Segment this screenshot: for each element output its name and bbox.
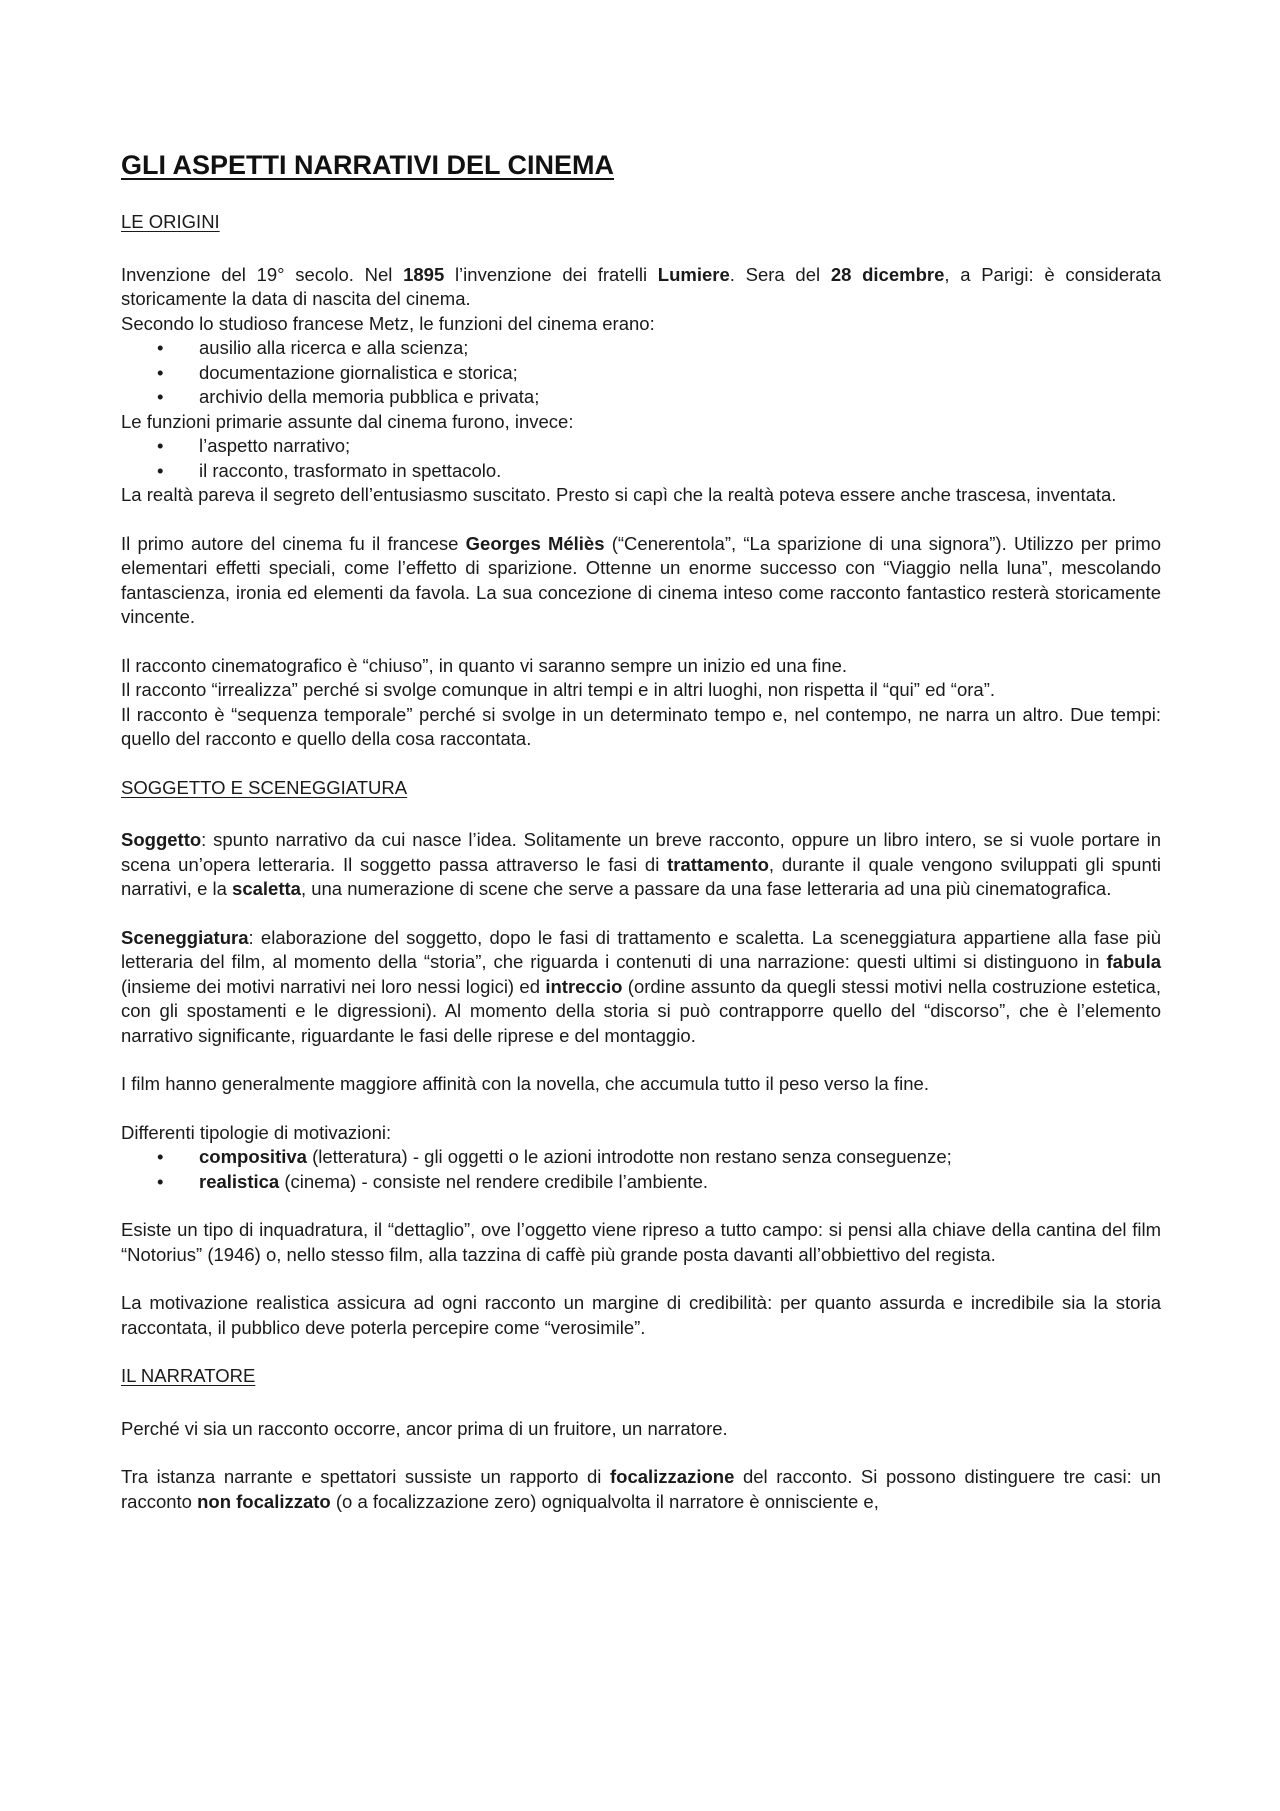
list-item: • compositiva (letteratura) - gli oggetti o le azioni introdotte non restano senza conseguenze; [157,1146,952,1167]
paragraph-metz: Secondo lo studioso francese Metz, le funzioni del cinema erano: [121,312,655,334]
paragraph-focalizzazione: Tra istanza narrante e spettatori sussiste un rapporto di focalizzazione del racconto. Si possono distinguere tre casi: un racconto non focalizzato (o a focalizzazione zero) ogniqualvolta il narratore è onnisciente e, [121,1466,1161,1512]
paragraph-soggetto: Soggetto: spunto narrativo da cui nasce l’idea. Solitamente un breve racconto, oppure un libro intero, se si vuole portare in scena un’opera letteraria. Il soggetto passa attraverso le fasi di trattamento, durante il quale vengono sviluppati gli spunti narrativi, e la scaletta, una numerazione di scene che serve a passare da una fase letteraria ad una più cinematografica. [121,829,1161,899]
paragraph-novella: I film hanno generalmente maggiore affinità con la novella, che accumula tutto il peso verso la fine. [121,1073,929,1094]
document-page [121,148,1161,1514]
paragraph-racconto-irrealizza: Il racconto “irrealizza” perché si svolge comunque in altri tempi e in altri luoghi, non rispetta il “qui” ed “ora”. [121,679,995,700]
list-motivazioni [121,1145,1161,1194]
paragraph-funzioni-primarie: Le funzioni primarie assunte dal cinema furono, invece: [121,410,574,432]
paragraph-racconto-sequenza: Il racconto è “sequenza temporale” perché si svolge in un determinato tempo e, nel contempo, ne narra un altro. Due tempi: quello del racconto e quello della cosa raccontata. [121,703,1161,749]
paragraph-melies: Il primo autore del cinema fu il francese Georges Méliès (“Cenerentola”, “La sparizione di una signora”). Utilizzo per primo elementari effetti speciali, come l’effetto di sparizione. Ottenne un enorme successo con “Viaggio nella luna”, mescolando fantascienza, ironia ed elementi da favola. La sua concezione di cinema inteso come racconto fantastico resterà storicamente vincente. [121,532,1161,627]
paragraph-sceneggiatura: Sceneggiatura: elaborazione del soggetto, dopo le fasi di trattamento e scaletta. La sceneggiatura appartiene alla fase più letteraria del film, al momento della “storia”, che riguarda i contenuti di una narrazione: questi ultimi si distinguono in fabula (insieme dei motivi narrativi nei loro nessi logici) ed intreccio (ordine assunto da quegli stessi motivi nella costruzione estetica, con gli spostamenti e le digressioni). Al momento della storia si può contrapporre quello del “discorso”, che è l’elemento narrativo significante, riguardante le fasi delle riprese e del montaggio. [121,926,1161,1046]
paragraph-motivazioni: Differenti tipologie di motivazioni: [121,1121,392,1143]
paragraph-invenzione: Invenzione del 19° secolo. Nel 1895 l’invenzione dei fratelli Lumiere. Sera del 28 dicembre, a Parigi: è considerata storicamente la data di nascita del cinema. [121,263,1161,309]
section-heading-origini: LE ORIGINI [121,211,220,232]
list-funzioni-metz [121,336,1161,410]
list-item: • archivio della memoria pubblica e privata; [157,386,540,407]
paragraph-racconto-chiuso: Il racconto cinematografico è “chiuso”, in quanto vi saranno sempre un inizio ed una fine. [121,654,848,676]
list-item: • ausilio alla ricerca e alla scienza; [157,337,469,358]
list-item: • documentazione giornalistica e storica; [157,361,518,383]
paragraph-narratore: Perché vi sia un racconto occorre, ancor prima di un fruitore, un narratore. [121,1417,728,1439]
section-heading-narratore: IL NARRATORE [121,1365,256,1386]
list-funzioni-primarie [121,434,1161,483]
section-heading-soggetto: SOGGETTO E SCENEGGIATURA [121,776,408,798]
page-title: GLI ASPETTI NARRATIVI DEL CINEMA [121,150,615,180]
list-item: • l’aspetto narrativo; [157,435,351,456]
list-item: • realistica (cinema) - consiste nel rendere credibile l’ambiente. [157,1170,709,1192]
list-item: • il racconto, trasformato in spettacolo. [157,459,502,481]
paragraph-motivazione-realistica: La motivazione realistica assicura ad ogni racconto un margine di credibilità: per quanto assurda e incredibile sia la storia raccontata, il pubblico deve poterla percepire come “verosimile”. [121,1292,1161,1338]
paragraph-dettaglio: Esiste un tipo di inquadratura, il “dettaglio”, ove l’oggetto viene ripreso a tutto campo: si pensi alla chiave della cantina del film “Notorius” (1946) o, nello stesso film, alla tazzina di caffè più grande posta davanti all’obbiettivo del regista. [121,1219,1161,1265]
paragraph-realta: La realtà pareva il segreto dell’entusiasmo suscitato. Presto si capì che la realtà poteva essere anche trascesa, inventata. [121,484,1117,505]
